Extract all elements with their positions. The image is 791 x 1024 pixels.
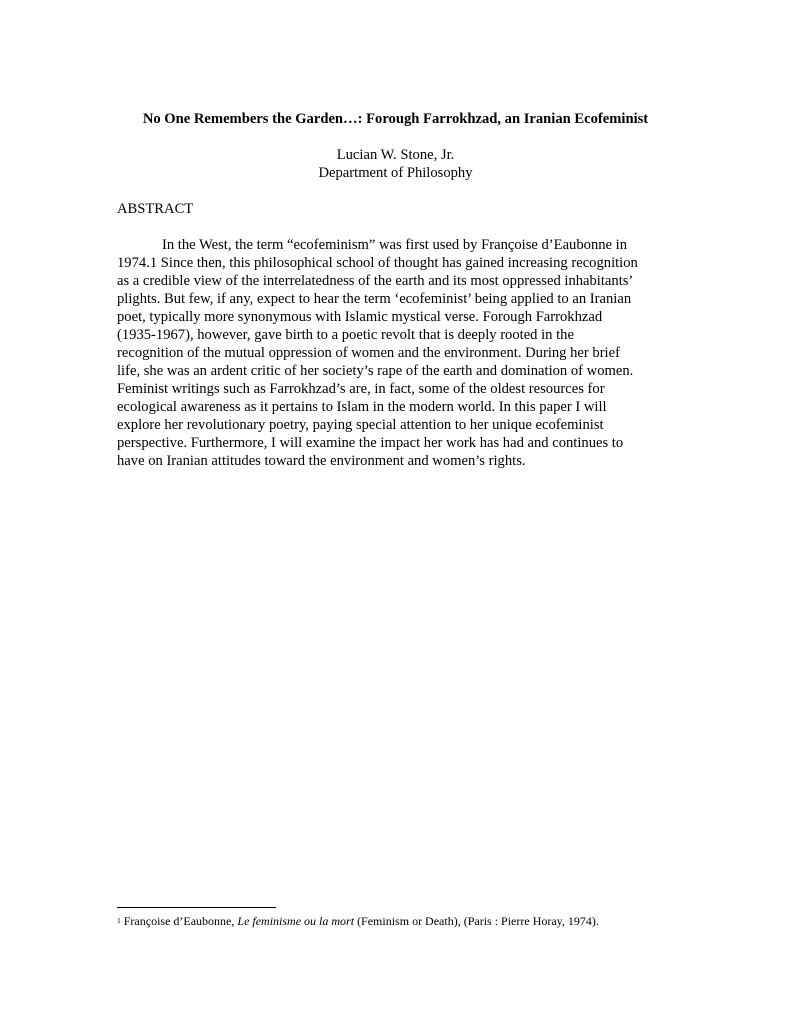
abstract-line: In the West, the term “ecofeminism” was first used by Françoise d’Eaubonne in [162,237,628,253]
abstract-line: as a credible view of the interrelatedness of the earth and its most oppressed inhabitants’ [117,273,634,289]
author-name: Lucian W. Stone, Jr. [336,147,455,163]
abstract-line: explore her revolutionary poetry, paying special attention to her unique ecofeminist [117,417,604,433]
abstract-line: recognition of the mutual oppression of women and the environment. During her brief [117,345,620,361]
footnote [117,914,599,929]
footnote-suffix: (Feminism or Death), (Paris : Pierre Horay, 1974). [354,914,599,928]
author-block [0,146,791,182]
paper-title: No One Remembers the Garden…: Forough Farrokhzad, an Iranian Ecofeminist [142,111,649,127]
abstract-line: plights. But few, if any, expect to hear the term ‘ecofeminist’ being applied to an Iranian [117,291,632,307]
abstract-line: life, she was an ardent critic of her society’s rape of the earth and domination of women. [117,363,634,379]
author-department: Department of Philosophy [318,165,473,181]
abstract-paragraph [117,236,683,470]
footnote-book-title: Le feminisme ou la mort [237,914,355,928]
abstract-heading: ABSTRACT [117,201,194,217]
abstract-line: ecological awareness as it pertains to Islam in the modern world. In this paper I will [117,399,607,415]
footnote-separator [117,907,276,908]
footnote-prefix: Françoise d’Eaubonne, [120,914,238,928]
abstract-line: 1974.1 Since then, this philosophical school of thought has gained increasing recognition [117,255,638,271]
abstract-line: (1935-1967), however, gave birth to a poetic revolt that is deeply rooted in the [117,327,574,343]
abstract-line: poet, typically more synonymous with Islamic mystical verse. Forough Farrokhzad [117,309,603,325]
abstract-line: have on Iranian attitudes toward the environment and women’s rights. [117,453,526,469]
abstract-line: Feminist writings such as Farrokhzad’s are, in fact, some of the oldest resources for [117,381,605,397]
abstract-line: perspective. Furthermore, I will examine the impact her work has had and continues to [117,435,624,451]
footnote-marker: 1 [117,916,121,925]
